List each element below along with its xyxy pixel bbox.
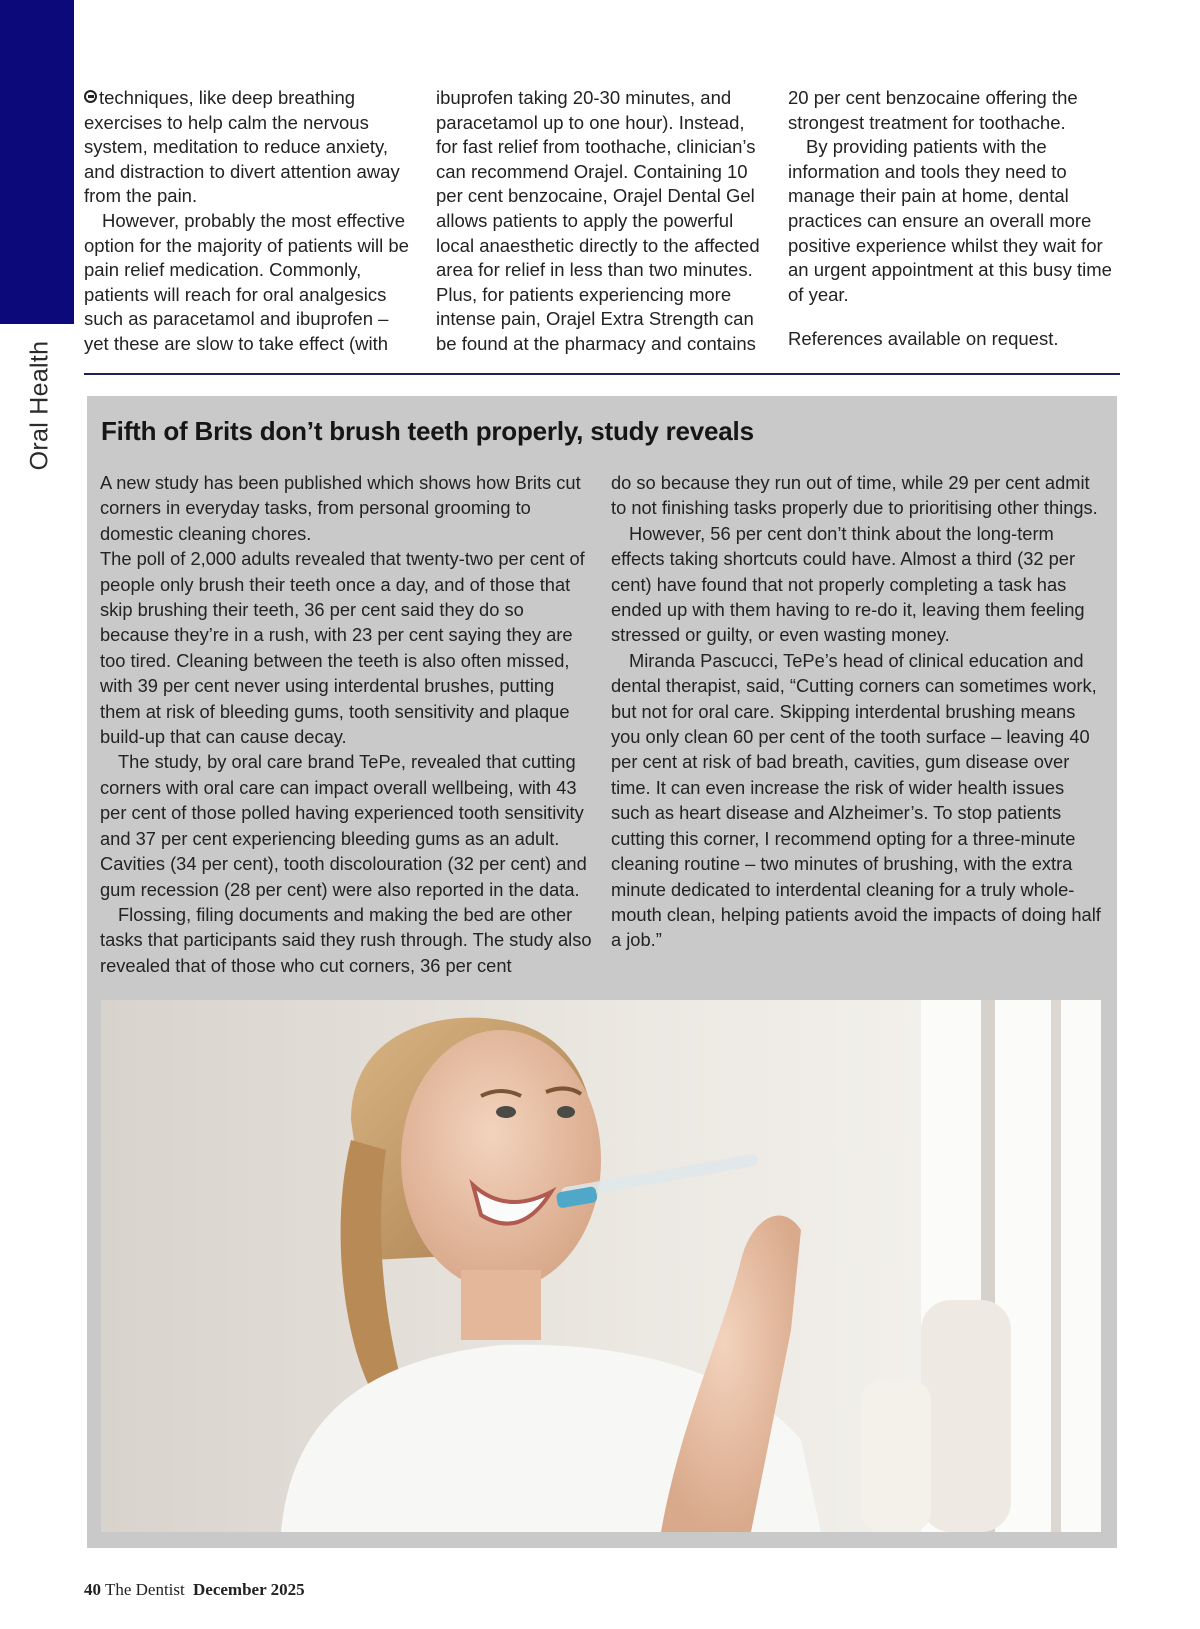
article-headline: Fifth of Brits don’t brush teeth properly, study reveals bbox=[101, 416, 754, 446]
issue-date: December 2025 bbox=[193, 1580, 305, 1599]
paragraph: ibuprofen taking 20-30 minutes, and paracetamol up to one hour). Instead, for fast relief from toothache, clinician’s can recommend Orajel. Containing 10 per cent benzocaine, Orajel Dental Gel allows patients to apply the powerful local anaesthetic directly to the affected area for relief in less than two minutes. Plus, for patients experiencing more intense pain, Orajel Extra Strength can be found at the pharmacy and contains bbox=[436, 87, 760, 354]
top-article-column-2 bbox=[436, 86, 766, 357]
paragraph: A new study has been published which shows how Brits cut corners in everyday tasks, from personal grooming to domestic cleaning chores. bbox=[100, 472, 581, 544]
publication-name: The Dentist bbox=[104, 1580, 185, 1599]
top-article-column-3 bbox=[788, 86, 1116, 352]
top-article bbox=[84, 86, 1114, 356]
page-footer bbox=[84, 1580, 305, 1600]
paragraph: techniques, like deep breathing exercises to help calm the nervous system, meditation to reduce anxiety, and distraction to divert attention away from the pain. bbox=[84, 87, 400, 207]
photo-illustration bbox=[101, 1000, 1101, 1532]
continued-arrow-icon bbox=[84, 90, 97, 103]
page-number: 40 bbox=[84, 1580, 101, 1599]
paragraph: Flossing, filing documents and making the bed are other tasks that participants said they rush through. The study also revealed that of those who cut corners, 36 per cent bbox=[100, 903, 592, 976]
section-label: Oral Health bbox=[25, 340, 54, 470]
references-note: References available on request. bbox=[788, 328, 1059, 350]
paragraph: 20 per cent benzocaine offering the strongest treatment for toothache. bbox=[788, 87, 1078, 133]
paragraph: The poll of 2,000 adults revealed that twenty-two per cent of people only brush their teeth once a day, and of those that skip brushing their teeth, 36 per cent said they do so because they’re in a rush, with 23 per cent saying they are too tired. Cleaning between the teeth is also often missed, with 39 per cent never using interdental brushes, putting them at risk of bleeding gums, tooth sensitivity and plaque build-up that can cause decay. bbox=[100, 548, 585, 748]
news-box bbox=[87, 396, 1117, 1548]
top-article-column-1 bbox=[84, 86, 414, 357]
section-color-bar bbox=[0, 0, 74, 324]
paragraph: do so because they run out of time, while 29 per cent admit to not finishing tasks properly due to prioritising other things. bbox=[611, 472, 1098, 519]
paragraph: By providing patients with the information and tools they need to manage their pain at home, dental practices can ensure an overall more positive experience whilst they wait for an urgent appointment at this busy time of year. bbox=[788, 136, 1112, 305]
paragraph: The study, by oral care brand TePe, revealed that cutting corners with oral care can impact overall wellbeing, with 43 per cent of those polled having experienced tooth sensitivity and 37 per cent experiencing bleeding gums as an adult. Cavities (34 per cent), tooth discolouration (32 per cent) and gum recession (28 per cent) were also reported in the data. bbox=[100, 751, 587, 900]
paragraph: Miranda Pascucci, TePe’s head of clinical education and dental therapist, said, “Cutting corners can sometimes work, but not for oral care. Skipping interdental brushing means you only clean 60 per cent of the tooth surface – leaving 40 per cent at risk of bad breath, cavities, gum disease over time. It can even increase the risk of wider health issues such as heart disease and Alzheimer’s. To stop patients cutting this corner, I recommend opting for a three-minute cleaning routine – two minutes of brushing, with the extra minute dedicated to interdental cleaning for a truly whole-mouth clean, helping patients avoid the impacts of doing half a job.” bbox=[611, 649, 1101, 951]
news-column-1 bbox=[100, 470, 592, 978]
paragraph: However, 56 per cent don’t think about the long-term effects taking shortcuts could have. Almost a third (32 per cent) have found that not properly completing a task has ended up with them having to re-do it, leaving them feeling stressed or guilty, or even wasting money. bbox=[611, 522, 1085, 646]
paragraph: However, probably the most effective option for the majority of patients will be pain relief medication. Commonly, patients will reach for oral analgesics such as paracetamol and ibuprofen – yet these are slow to take effect (with bbox=[84, 209, 409, 354]
news-column-2 bbox=[611, 470, 1103, 953]
woman-brushing-teeth-photo bbox=[101, 1000, 1101, 1532]
section-divider bbox=[84, 373, 1120, 375]
